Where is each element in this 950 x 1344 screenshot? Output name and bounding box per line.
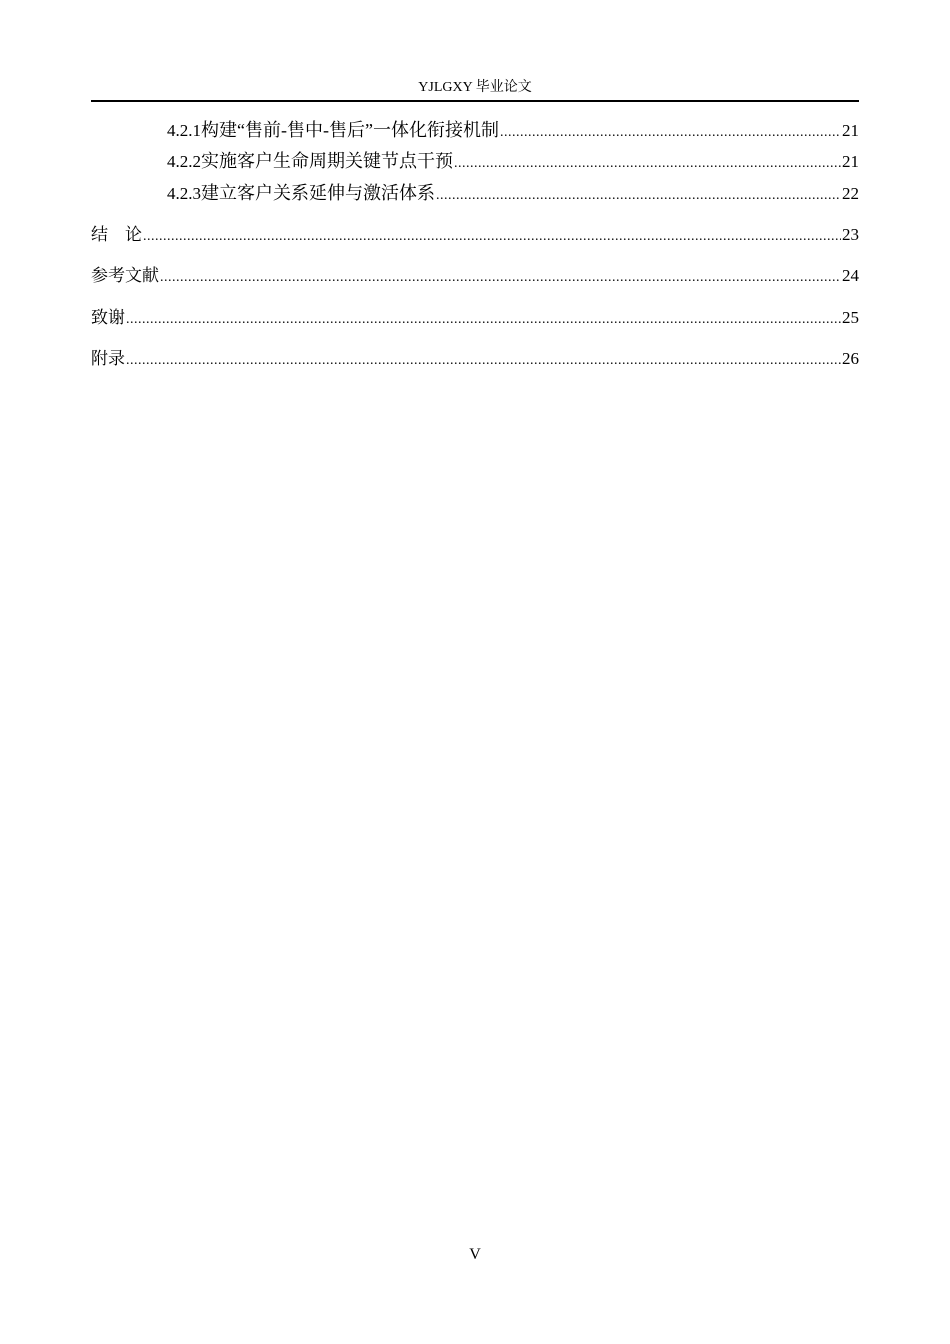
header-rule — [91, 100, 859, 102]
toc-dot-leader — [143, 225, 841, 249]
toc-entry-page: 21 — [842, 121, 859, 140]
toc-entry-4-2-3[interactable] — [167, 181, 859, 205]
toc-entry-page: 23 — [842, 225, 859, 244]
toc-entry-title: 构建“售前-售中-售后”一体化衔接机制 — [201, 120, 499, 140]
toc-entry-page: 21 — [842, 152, 859, 171]
toc-entry-4-2-2[interactable] — [167, 149, 859, 173]
toc-entry-title: 致谢 — [91, 308, 125, 328]
toc-entry-page: 22 — [842, 184, 859, 203]
toc-entry-title: 参考文献 — [91, 266, 159, 286]
toc-entry-title: 结 论 — [91, 225, 142, 245]
toc-entry-appendix[interactable] — [91, 347, 859, 371]
toc-dot-leader — [500, 121, 841, 145]
toc-entry-number: 4.2.2 — [167, 152, 201, 171]
toc-entry-references[interactable] — [91, 264, 859, 288]
running-header: YJLGXY 毕业论文 — [418, 80, 532, 95]
toc-entry-number: 4.2.3 — [167, 184, 201, 203]
toc-dot-leader — [126, 349, 841, 373]
toc-entry-page: 25 — [842, 308, 859, 327]
toc-dot-leader — [160, 266, 841, 290]
toc-entry-acknowledgements[interactable] — [91, 306, 859, 330]
toc-entry-title: 实施客户生命周期关键节点干预 — [201, 151, 453, 171]
toc-entry-title: 建立客户关系延伸与激活体系 — [201, 183, 435, 203]
toc-entry-number: 4.2.1 — [167, 121, 201, 140]
toc-entry-page: 26 — [842, 349, 859, 368]
toc-entry-4-2-1[interactable] — [167, 118, 859, 142]
toc-dot-leader — [454, 152, 841, 176]
page-number: V — [469, 1246, 481, 1263]
toc-entry-page: 24 — [842, 266, 859, 285]
toc-entry-title: 附录 — [91, 349, 125, 369]
toc-dot-leader — [126, 308, 841, 332]
toc-entry-conclusion[interactable] — [91, 223, 859, 247]
toc-dot-leader — [436, 184, 841, 208]
